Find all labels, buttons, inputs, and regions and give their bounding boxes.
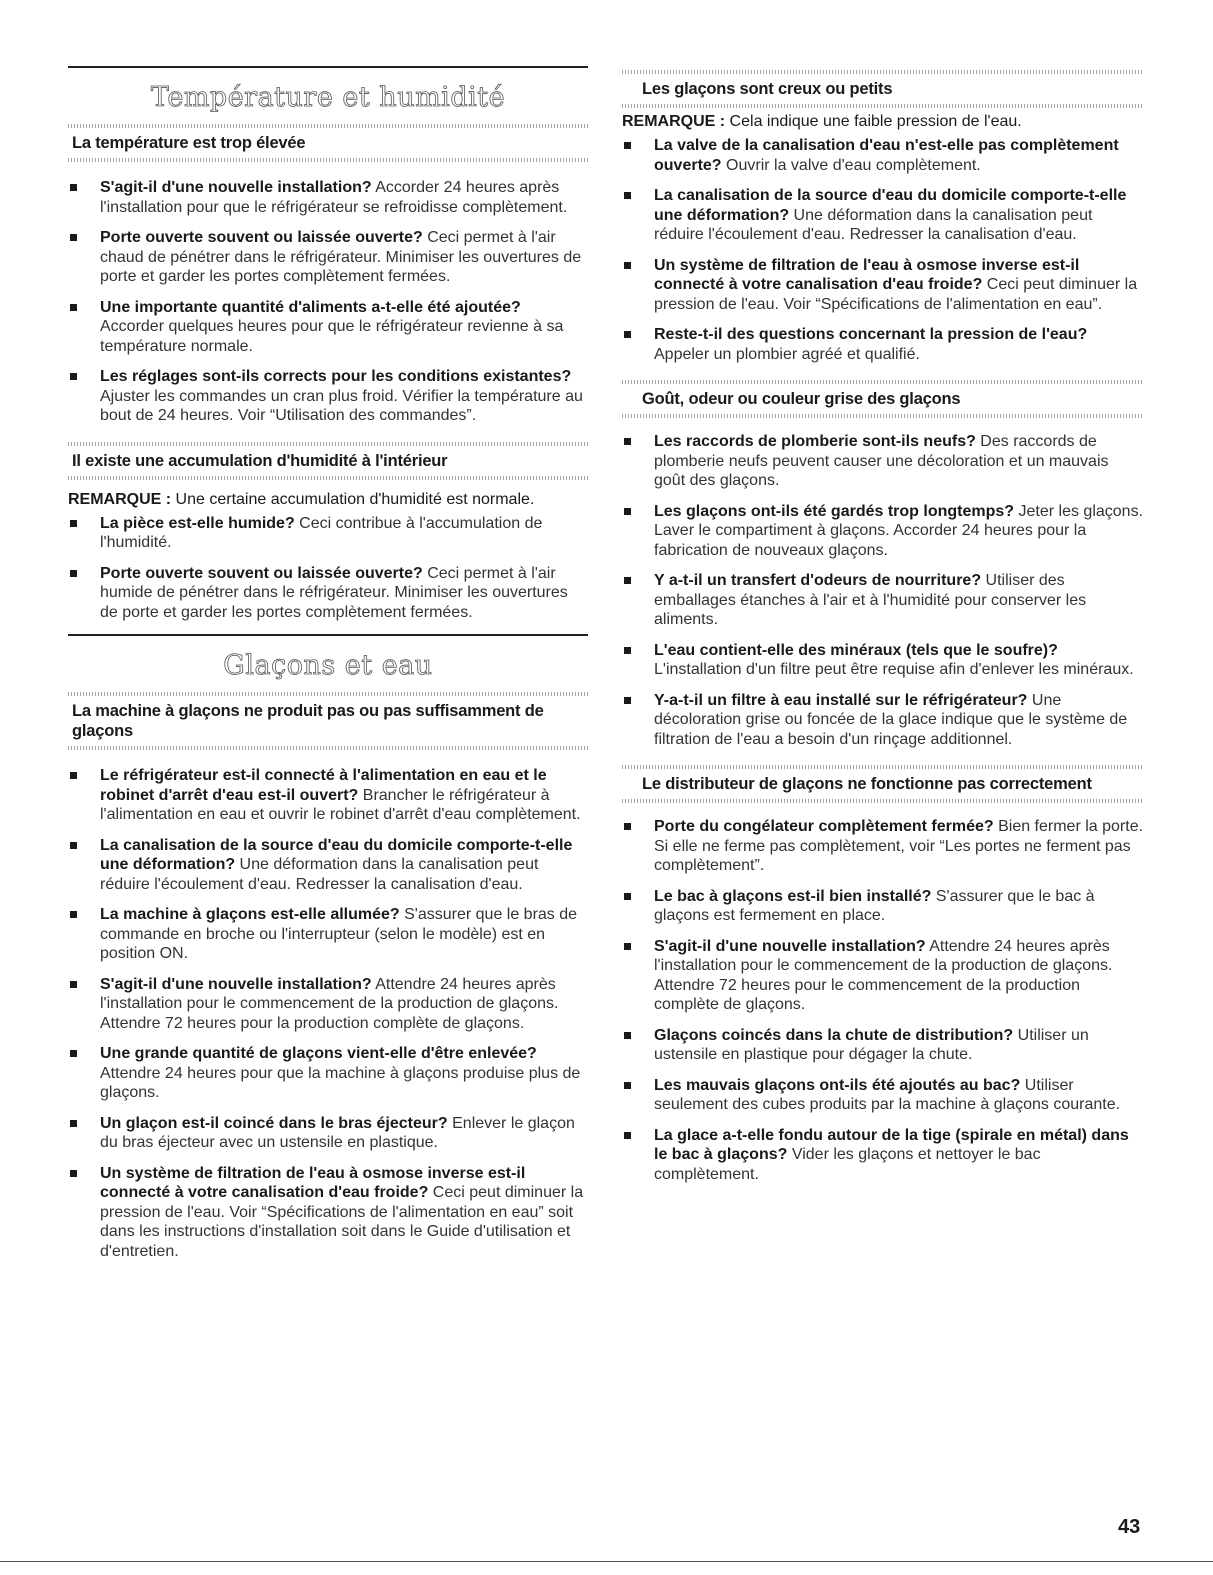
question-text: Porte ouverte souvent ou laissée ouverte? (100, 564, 423, 582)
bullet-icon (624, 823, 631, 830)
answer-text: Ceci contribue à l'accumulation de l'humidité. (100, 514, 543, 551)
answer-text: Ceci peut diminuer la pression de l'eau. Voir “Spécifications de l'alimentation en eau” soit dans les instructions d'installation soit dans le Guide d'utilisation et d'entretien. (100, 1184, 584, 1260)
section-divider (68, 66, 588, 68)
page-number: 43 (1118, 1516, 1141, 1538)
subsection-header (68, 692, 588, 750)
answer-text: Utiliser seulement des cubes produits par la machine à glaçons courante. (654, 1076, 1121, 1113)
question-text: Porte ouverte souvent ou laissée ouverte? (100, 229, 423, 246)
note-text: Une certaine accumulation d'humidité est normale. (171, 490, 535, 508)
troubleshooting-list (622, 432, 1144, 749)
list-item (68, 367, 588, 426)
bullet-icon (70, 570, 77, 577)
answer-text: Une déformation dans la canalisation peut réduire l'écoulement d'eau. Redresser la canalisation d'eau. (654, 206, 1093, 243)
question-text: Porte du congélateur complètement fermée? (654, 818, 994, 835)
section-title-ice-water: Glaçons et eau (223, 650, 433, 681)
list-item (622, 1026, 1144, 1065)
answer-text: Accorder 24 heures après l'installation pour que le réfrigérateur se refroidisse complètement. (100, 179, 568, 216)
answer-text: Appeler un plombier agréé et qualifié. (654, 345, 920, 363)
list-item (622, 1126, 1144, 1185)
subsection-title: Le distributeur de glaçons ne fonctionne pas correctement (642, 775, 1092, 793)
bullet-icon (70, 304, 77, 311)
dotted-rule (68, 746, 588, 750)
answer-text: Une déformation dans la canalisation peut réduire l'écoulement d'eau. Redresser la canalisation d'eau. (100, 856, 539, 893)
troubleshooting-list (68, 514, 588, 623)
dotted-rule (622, 765, 1144, 769)
section-divider (68, 634, 588, 636)
answer-text: Attendre 24 heures après l'installation pour le commencement de la production de glaçons. Attendre 72 heures pour la production complète de glaçons. (100, 975, 559, 1032)
list-item (68, 975, 588, 1034)
bullet-icon (70, 842, 77, 849)
dotted-rule (68, 442, 588, 446)
bullet-icon (624, 893, 631, 900)
right-column (622, 70, 1144, 1195)
dotted-rule (622, 414, 1144, 418)
question-text: La canalisation de la source d'eau du domicile comporte-t-elle une déformation? (100, 836, 573, 873)
answer-text: Utiliser des emballages étanches à l'air et à l'humidité pour conserver les aliments. (654, 572, 1087, 628)
question-text: Les mauvais glaçons ont-ils été ajoutés au bac? (654, 1076, 1021, 1094)
bullet-icon (624, 1082, 631, 1089)
subsection-title: Il existe une accumulation d'humidité à l'intérieur (72, 451, 448, 470)
bullet-icon (624, 697, 631, 704)
bullet-icon (624, 438, 631, 445)
answer-text: Jeter les glaçons. Laver le compartiment à glaçons. Accorder 24 heures pour la fabrication de nouveaux glaçons. (654, 502, 1144, 559)
list-item (622, 817, 1144, 876)
answer-text: Bien fermer la porte. Si elle ne ferme pas complètement, voir “Les portes ne ferment pas complètement”. (654, 818, 1144, 874)
answer-text: Enlever le glaçon du bras éjecteur avec un ustensile en plastique. (100, 1114, 575, 1151)
list-item (68, 298, 588, 357)
bullet-icon (624, 943, 631, 950)
bullet-icon (70, 1050, 77, 1057)
bullet-icon (70, 981, 77, 988)
bullet-icon (624, 508, 631, 515)
subsection-title: Goût, odeur ou couleur grise des glaçons (642, 390, 961, 408)
bullet-icon (624, 262, 631, 269)
answer-text: Attendre 24 heures après l'installation pour le commencement de la production de glaçons. Attendre 72 heures pour le commencement de la production complète de glaçons. (654, 937, 1113, 1013)
list-item (622, 256, 1144, 315)
subsection-header (622, 765, 1144, 803)
answer-text: Brancher le réfrigérateur à l'alimentation en eau et ouvrir le robinet d'arrêt d'eau complètement. (100, 786, 581, 823)
bullet-icon (70, 234, 77, 241)
list-item (68, 766, 588, 825)
bullet-icon (70, 373, 77, 380)
subsection-header (622, 70, 1144, 108)
question-text: Une grande quantité de glaçons vient-elle d'être enlevée? (100, 1045, 537, 1062)
list-item (68, 1114, 588, 1153)
bullet-icon (70, 1120, 77, 1127)
question-text: Glaçons coincés dans la chute de distribution? (654, 1026, 1014, 1044)
question-text: Les raccords de plomberie sont-ils neufs? (654, 433, 976, 450)
answer-text: Ceci peut diminuer la pression de l'eau. Voir “Spécifications de l'alimentation en eau”. (654, 276, 1138, 313)
bullet-icon (624, 142, 631, 149)
dotted-rule (622, 380, 1144, 384)
subsection-title: La température est trop élevée (72, 134, 306, 152)
question-text: Un glaçon est-il coincé dans le bras éjecteur? (100, 1114, 448, 1132)
dotted-rule (68, 124, 588, 128)
question-text: Les glaçons ont-ils été gardés trop longtemps? (654, 502, 1015, 520)
dotted-rule (68, 476, 588, 480)
question-text: Une importante quantité d'aliments a-t-elle été ajoutée? (100, 298, 521, 316)
note-label: REMARQUE : (622, 113, 726, 130)
answer-text: Des raccords de plomberie neufs peuvent causer une décoloration et un mauvais goût des glaçons. (654, 433, 1109, 489)
list-item (622, 1076, 1144, 1115)
left-column (68, 66, 588, 1272)
bullet-icon (624, 1132, 631, 1139)
list-item (622, 641, 1144, 680)
bullet-icon (70, 911, 77, 918)
section-title-temperature: Température et humidité (150, 82, 506, 113)
question-text: La glace a-t-elle fondu autour de la tige (spirale en métal) dans le bac à glaçons? (654, 1126, 1129, 1163)
subsection-header (622, 380, 1144, 418)
question-text: La valve de la canalisation d'eau n'est-elle pas complètement ouverte? (654, 137, 1119, 174)
subsection-title: Les glaçons sont creux ou petits (642, 80, 893, 98)
list-item (622, 571, 1144, 630)
question-text: Un système de filtration de l'eau à osmose inverse est-il connecté à votre canalisation d'eau froide? (654, 256, 1080, 293)
list-item (622, 136, 1144, 175)
question-text: La canalisation de la source d'eau du domicile comporte-t-elle une déformation? (654, 187, 1127, 224)
note (622, 112, 1144, 132)
list-item (622, 432, 1144, 491)
question-text: Reste-t-il des questions concernant la pression de l'eau? (654, 326, 1088, 343)
answer-text: Vider les glaçons et nettoyer le bac complètement. (654, 1146, 1041, 1183)
question-text: Les réglages sont-ils corrects pour les conditions existantes? (100, 368, 572, 385)
dotted-rule (622, 799, 1144, 803)
list-item (68, 228, 588, 287)
question-text: Le bac à glaçons est-il bien installé? (654, 887, 932, 905)
answer-text: Ceci permet à l'air chaud de pénétrer dans le réfrigérateur. Minimiser les ouvertures de porte et garder les portes complètement fermées. (100, 229, 582, 285)
answer-text: Ajuster les commandes un cran plus froid. Vérifier la température au bout de 24 heures. Voir “Utilisation des commandes”. (100, 387, 583, 424)
question-text: La machine à glaçons est-elle allumée? (100, 906, 400, 923)
note-label: REMARQUE : (68, 490, 172, 508)
question-text: L'eau contient-elle des minéraux (tels que le soufre)? (654, 641, 1058, 659)
question-text: Le réfrigérateur est-il connecté à l'alimentation en eau et le robinet d'arrêt d'eau est-il ouvert? (100, 767, 547, 804)
bullet-icon (70, 772, 77, 779)
note (68, 490, 588, 510)
bullet-icon (624, 577, 631, 584)
list-item (68, 1164, 588, 1262)
dotted-rule (68, 692, 588, 696)
subsection-title: La machine à glaçons ne produit pas ou pas suffisamment de glaçons (72, 702, 544, 740)
bullet-icon (70, 520, 77, 527)
footer-rule (0, 1561, 1213, 1562)
question-text: S'agit-il d'une nouvelle installation? (654, 937, 926, 955)
list-item (68, 178, 588, 217)
question-text: La pièce est-elle humide? (100, 514, 295, 532)
answer-text: S'assurer que le bras de commande en broche ou l'interrupteur (selon le modèle) est en position ON. (100, 906, 578, 962)
answer-text: L'installation d'un filtre peut être requise afin d'enlever les minéraux. (654, 661, 1134, 678)
troubleshooting-list (68, 766, 588, 1261)
list-item (622, 937, 1144, 1015)
troubleshooting-list (622, 136, 1144, 364)
bullet-icon (624, 331, 631, 338)
bullet-icon (624, 647, 631, 654)
list-item (68, 514, 588, 553)
list-item (622, 691, 1144, 750)
troubleshooting-list (622, 817, 1144, 1184)
question-text: S'agit-il d'une nouvelle installation? (100, 975, 372, 993)
list-item (622, 325, 1144, 364)
answer-text: Utiliser un ustensile en plastique pour dégager la chute. (654, 1026, 1089, 1063)
list-item (68, 564, 588, 623)
question-text: Y-a-t-il un filtre à eau installé sur le réfrigérateur? (654, 691, 1028, 709)
answer-text: Accorder quelques heures pour que le réfrigérateur revienne à sa température normale. (100, 318, 564, 355)
list-item (622, 502, 1144, 561)
bullet-icon (624, 1032, 631, 1039)
note-text: Cela indique une faible pression de l'eau. (725, 113, 1022, 130)
answer-text: Ouvrir la valve d'eau complètement. (721, 156, 981, 174)
list-item (622, 186, 1144, 245)
answer-text: S'assurer que le bac à glaçons est fermement en place. (654, 887, 1095, 924)
bullet-icon (70, 1170, 77, 1177)
bullet-icon (624, 192, 631, 199)
list-item (68, 836, 588, 895)
answer-text: Attendre 24 heures pour que la machine à glaçons produise plus de glaçons. (100, 1064, 581, 1101)
question-text: S'agit-il d'une nouvelle installation? (100, 179, 372, 196)
question-text: Y a-t-il un transfert d'odeurs de nourriture? (654, 572, 982, 589)
dotted-rule (622, 104, 1144, 108)
subsection-header (68, 442, 588, 480)
bullet-icon (70, 184, 77, 191)
list-item (622, 887, 1144, 926)
answer-text: Une décoloration grise ou foncée de la glace indique que le système de filtration de l'eau a besoin d'un rinçage additionnel. (654, 691, 1128, 748)
dotted-rule (622, 70, 1144, 74)
troubleshooting-list (68, 178, 588, 426)
list-item (68, 905, 588, 964)
subsection-header (68, 124, 588, 162)
answer-text: Ceci permet à l'air humide de pénétrer dans le réfrigérateur. Minimiser les ouvertures de porte et garder les portes complètement fermées. (100, 564, 568, 621)
question-text: Un système de filtration de l'eau à osmose inverse est-il connecté à votre canalisation d'eau froide? (100, 1164, 526, 1201)
dotted-rule (68, 158, 588, 162)
list-item (68, 1044, 588, 1103)
